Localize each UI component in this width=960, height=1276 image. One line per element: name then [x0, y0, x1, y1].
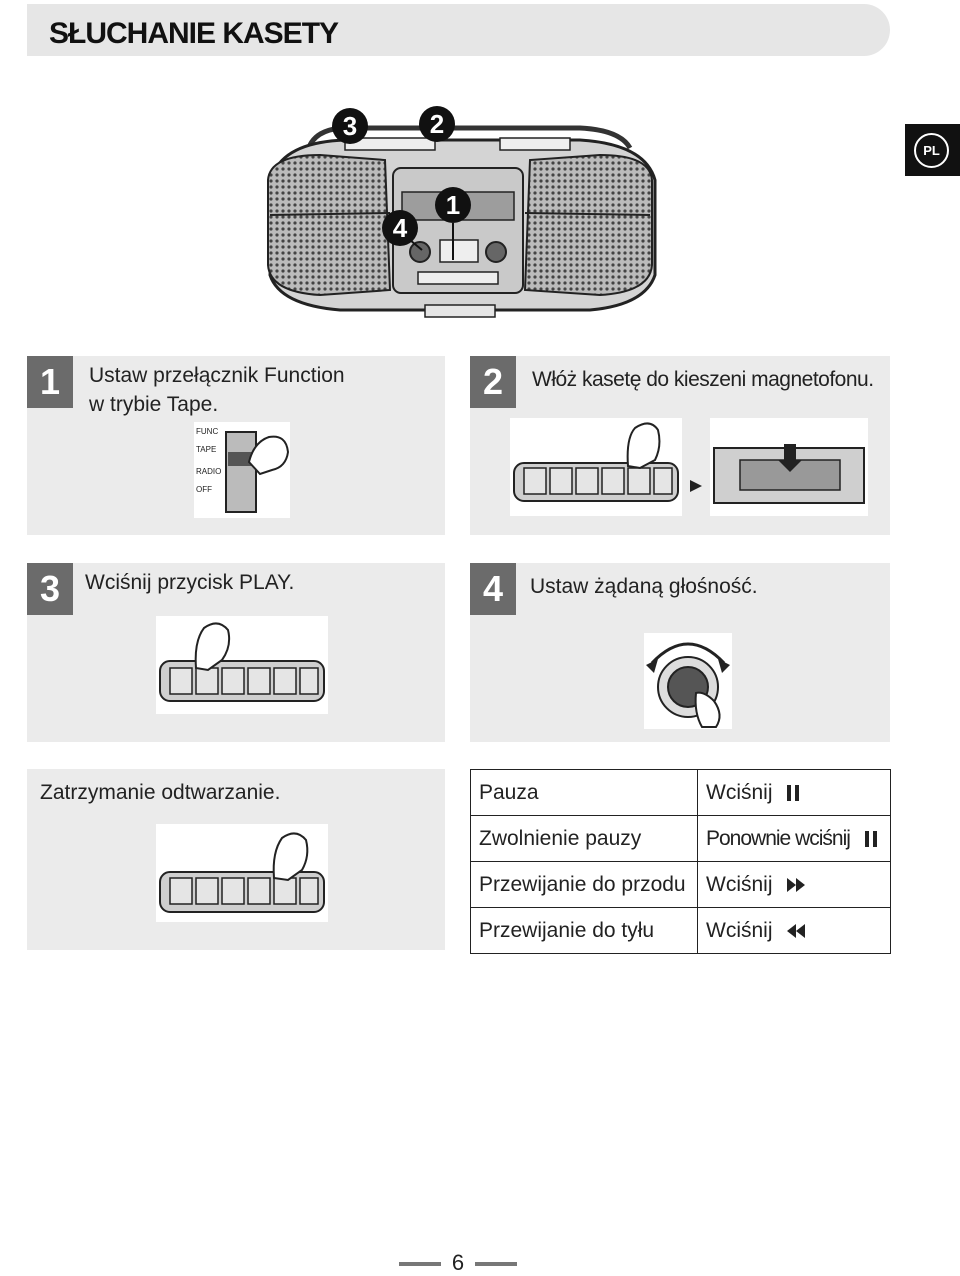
callout-2-icon [419, 106, 455, 142]
stop-text: Zatrzymanie odtwarzanie. [40, 781, 281, 804]
title-bar [27, 4, 890, 56]
operation-instruction: Wciśnij [706, 918, 773, 942]
operation-instruction: Ponownie wciśnij [706, 826, 850, 850]
callout-3-label: 3 [342, 111, 358, 141]
switch-label-off: OFF [196, 485, 212, 494]
fast-forward-icon [786, 877, 806, 893]
callout-1-label: 1 [445, 190, 461, 220]
stop-button-illustration [156, 824, 328, 922]
pause-icon [864, 830, 878, 848]
switch-label-func: FUNC [196, 427, 219, 436]
volume-knob-illustration [644, 633, 732, 729]
operation-action: Pauza [471, 770, 698, 816]
callout-1-icon [435, 187, 471, 223]
step-4-number: 4 [470, 563, 516, 615]
step-2-card [470, 356, 890, 535]
operation-instruction-cell [698, 770, 891, 816]
step-1-card [27, 356, 445, 535]
operation-instruction-cell [698, 816, 891, 862]
insert-cassette-illustration [510, 418, 868, 516]
page-number-label: 6 [451, 1250, 465, 1275]
language-badge-label: PL [914, 133, 949, 168]
step-4-text: Ustaw żądaną głośność. [530, 575, 758, 598]
page-title: SŁUCHANIE KASETY [49, 17, 339, 50]
function-switch-illustration [194, 422, 290, 518]
operation-instruction: Wciśnij [706, 780, 773, 804]
operation-action: Przewijanie do tyłu [471, 908, 698, 954]
operations-table [470, 769, 891, 954]
rewind-icon [786, 923, 806, 939]
page-number [399, 1250, 517, 1276]
step-3-card [27, 563, 445, 742]
operation-action: Zwolnienie pauzy [471, 816, 698, 862]
language-badge [905, 124, 960, 176]
boombox-illustration [250, 100, 670, 330]
step-1-text [89, 361, 345, 419]
step-3-number: 3 [27, 563, 73, 615]
step-3-text: Wciśnij przycisk PLAY. [85, 571, 295, 594]
callout-2-label: 2 [429, 109, 445, 139]
step-1-number: 1 [27, 356, 73, 408]
step-2-text: Włóż kasetę do kieszeni magnetofonu. [532, 368, 874, 391]
callout-4-label: 4 [392, 213, 408, 243]
callout-4-icon [382, 210, 418, 246]
switch-label-tape: TAPE [196, 445, 217, 454]
stop-card [27, 769, 445, 950]
switch-label-radio: RADIO [196, 467, 222, 476]
table-row [471, 770, 891, 816]
page-number-rule-left [399, 1262, 441, 1266]
operation-instruction-cell [698, 908, 891, 954]
table-row [471, 816, 891, 862]
operation-instruction-cell [698, 862, 891, 908]
pause-icon [786, 784, 800, 802]
operation-action: Przewijanie do przodu [471, 862, 698, 908]
table-row [471, 862, 891, 908]
step-2-number: 2 [470, 356, 516, 408]
operation-instruction: Wciśnij [706, 872, 773, 896]
step-4-card [470, 563, 890, 742]
callout-3-icon [332, 108, 368, 144]
page-number-rule-right [475, 1262, 517, 1266]
play-button-illustration [156, 616, 328, 714]
step-1-line1: Ustaw przełącznik Function [89, 364, 345, 387]
table-row [471, 908, 891, 954]
step-1-line2: w trybie Tape. [89, 393, 219, 416]
